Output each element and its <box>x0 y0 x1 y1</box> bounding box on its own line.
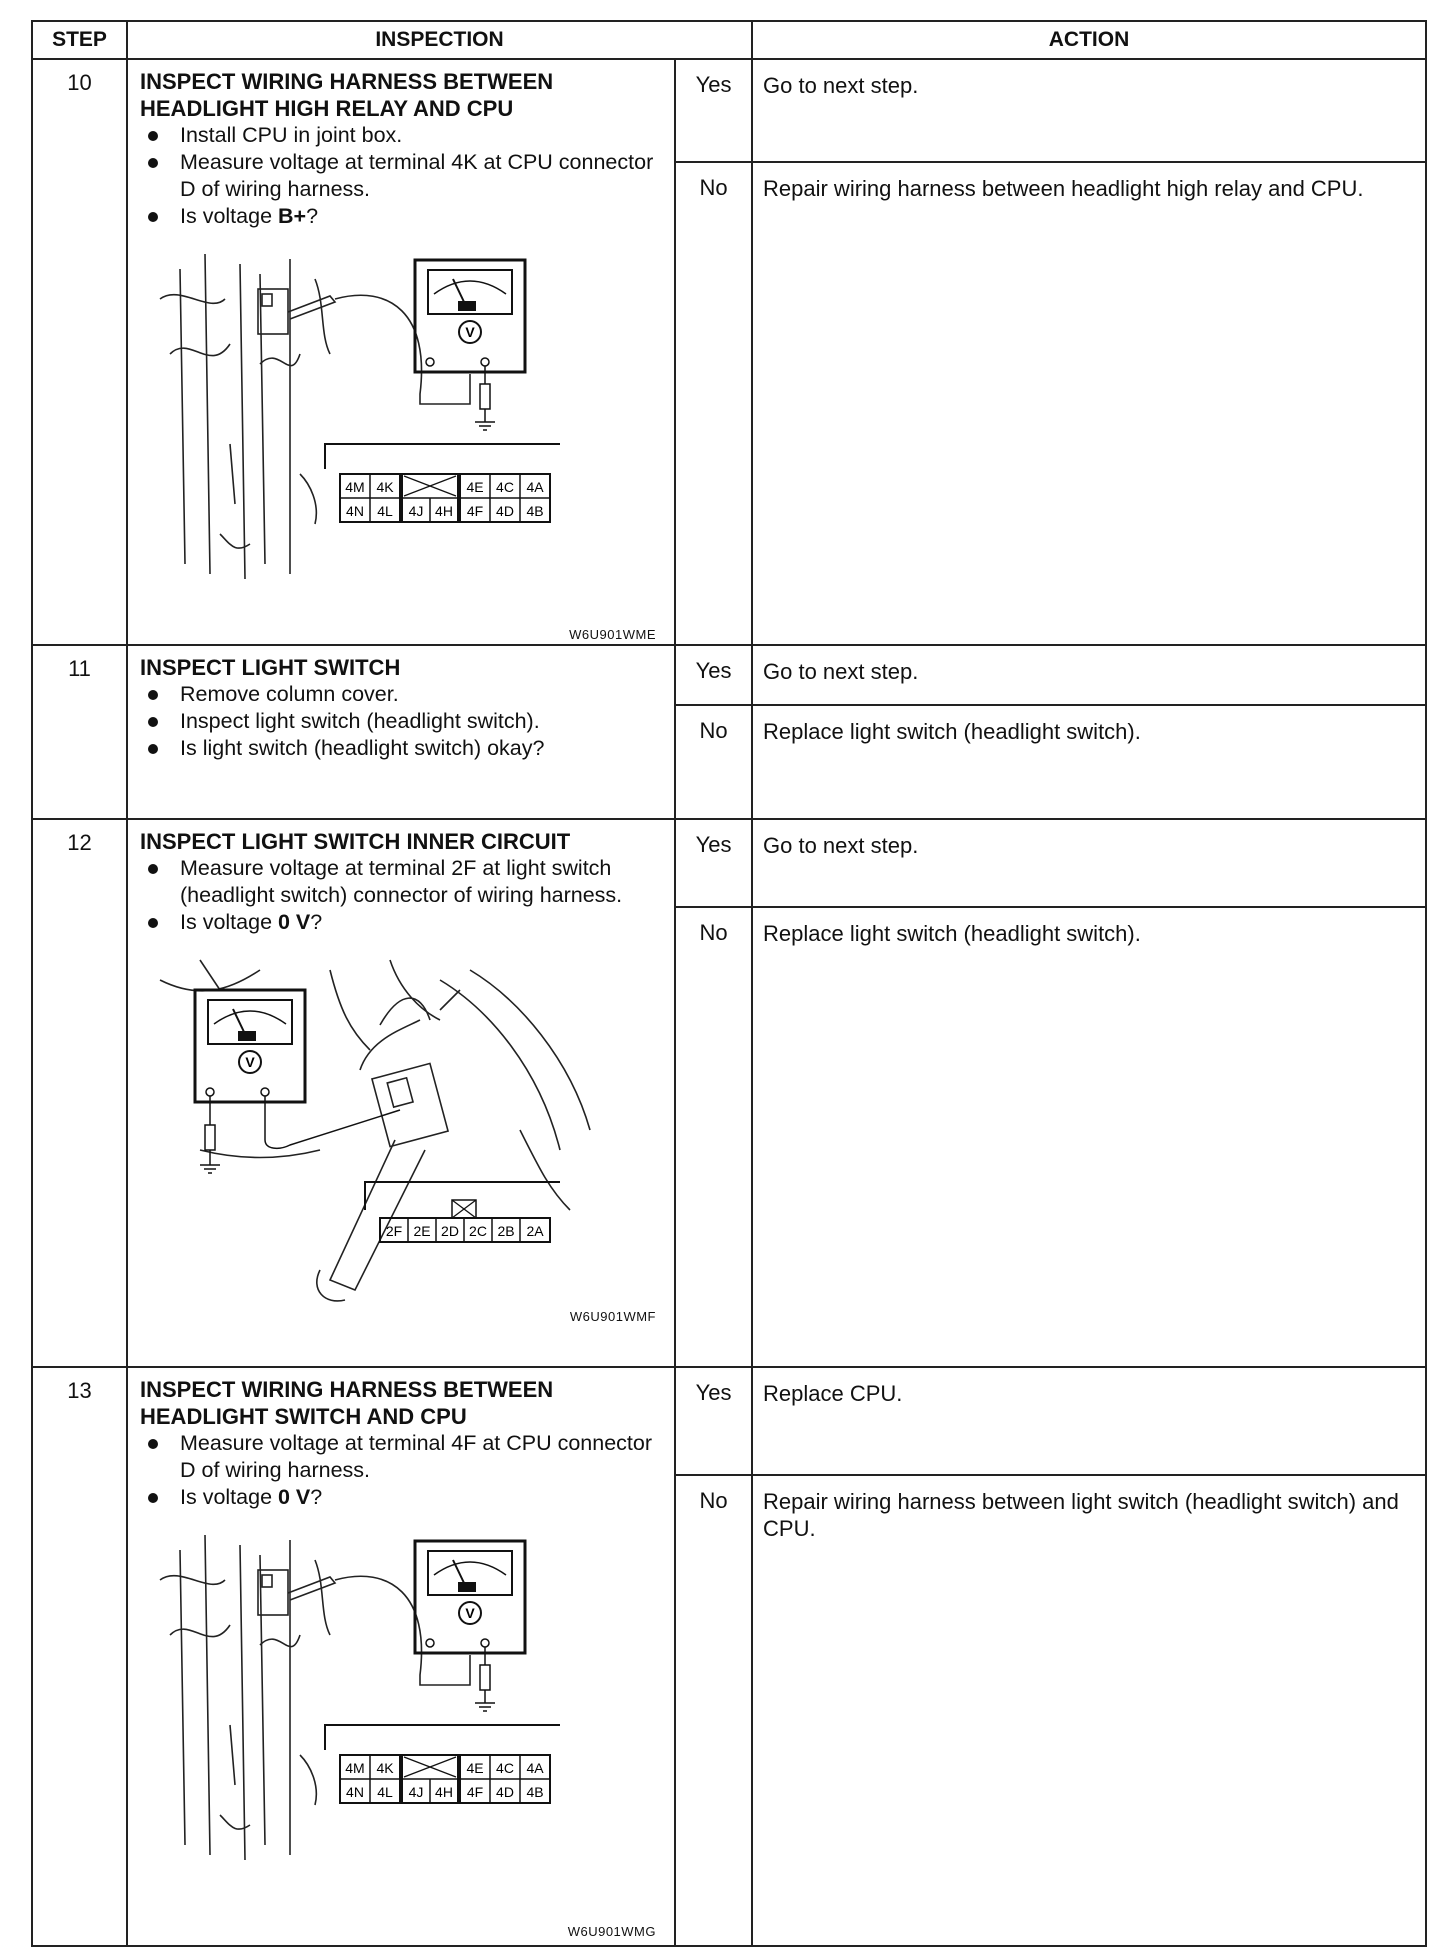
no-action: Replace light switch (headlight switch). <box>752 907 1426 1367</box>
step-bullets <box>140 855 664 936</box>
yes-action: Go to next step. <box>752 645 1426 705</box>
step-title: INSPECT WIRING HARNESS BETWEEN HEADLIGHT SWITCH AND CPU <box>140 1377 554 1429</box>
terminal-label: 4M <box>345 1760 365 1776</box>
figure-id: W6U901WME <box>569 627 656 642</box>
yes-label: Yes <box>675 1367 752 1475</box>
step-number: 13 <box>32 1367 127 1946</box>
meter-symbol: V <box>245 1054 255 1070</box>
no-label: No <box>675 705 752 819</box>
procedure-table <box>31 20 1427 1947</box>
switch-voltage-figure <box>140 950 664 1324</box>
no-label: No <box>675 162 752 645</box>
step-title: INSPECT LIGHT SWITCH INNER CIRCUIT <box>140 829 571 854</box>
terminal-label: 4F <box>466 1784 484 1800</box>
bullet-item: Remove column cover. <box>140 681 664 708</box>
step-number: 12 <box>32 819 127 1367</box>
header-action: ACTION <box>752 21 1426 59</box>
terminal-label: 4C <box>496 1760 514 1776</box>
header-step: STEP <box>32 21 127 59</box>
step-12-inspection <box>127 819 675 1367</box>
bullet-item: Is voltage 0 V? <box>140 909 664 936</box>
terminal-label: 4D <box>496 1784 514 1800</box>
step-title: INSPECT LIGHT SWITCH <box>140 655 401 680</box>
light-switch-illustration <box>140 950 660 1310</box>
terminal-label: 4E <box>466 479 484 495</box>
bullet-item: Is voltage 0 V? <box>140 1484 664 1511</box>
step-13-yes-row <box>32 1367 1426 1475</box>
terminal-label: 4H <box>435 503 453 519</box>
step-12-yes-row <box>32 819 1426 907</box>
yes-label: Yes <box>675 819 752 907</box>
step-number: 11 <box>32 645 127 819</box>
bullet-item: Inspect light switch (headlight switch). <box>140 708 664 735</box>
figure-id: W6U901WMG <box>567 1924 656 1939</box>
step-title: INSPECT WIRING HARNESS BETWEEN HEADLIGHT HIGH RELAY AND CPU <box>140 69 554 121</box>
bullet-item: Measure voltage at terminal 4K at CPU connector D of wiring harness. <box>140 149 664 203</box>
multimeter <box>195 990 400 1173</box>
terminal-label: 4E <box>466 1760 484 1776</box>
cpu-connector-d <box>325 1725 560 1803</box>
bullet-item: Measure voltage at terminal 2F at light switch (headlight switch) connector of wiring harness. <box>140 855 664 909</box>
header-row <box>32 21 1426 59</box>
step-bullets <box>140 1430 664 1511</box>
terminal-label: 4C <box>496 479 514 495</box>
terminal-label: 2B <box>497 1223 515 1239</box>
no-action: Repair wiring harness between light switch (headlight switch) and CPU. <box>752 1475 1426 1946</box>
bullet-item: Measure voltage at terminal 4F at CPU connector D of wiring harness. <box>140 1430 664 1484</box>
step-number: 10 <box>32 59 127 645</box>
terminal-label: 4J <box>408 1784 424 1800</box>
terminal-label: 2F <box>385 1223 403 1239</box>
no-label: No <box>675 907 752 1367</box>
step-bullets <box>140 122 664 230</box>
step-13-inspection <box>127 1367 675 1946</box>
terminal-label: 4B <box>526 1784 544 1800</box>
terminal-label: 4L <box>377 503 393 519</box>
cpu-voltage-figure <box>140 244 664 644</box>
cpu-voltage-figure <box>140 1525 664 1945</box>
bullet-item: Is light switch (headlight switch) okay? <box>140 735 664 762</box>
terminal-label: 4K <box>376 479 394 495</box>
yes-action: Go to next step. <box>752 819 1426 907</box>
terminal-label: 4B <box>526 503 544 519</box>
meter-symbol: V <box>465 324 475 340</box>
terminal-label: 4A <box>526 479 544 495</box>
cpu-harness-illustration <box>140 244 660 639</box>
yes-label: Yes <box>675 645 752 705</box>
terminal-label: 4D <box>496 503 514 519</box>
terminal-label: 4J <box>408 503 424 519</box>
terminal-label: 2E <box>413 1223 431 1239</box>
terminal-label: 2A <box>526 1223 544 1239</box>
terminal-label: 4M <box>345 479 365 495</box>
header-inspection: INSPECTION <box>127 21 752 59</box>
no-action: Replace light switch (headlight switch). <box>752 705 1426 819</box>
terminal-label: 2D <box>441 1223 459 1239</box>
figure-id: W6U901WMF <box>569 1309 656 1324</box>
terminal-label: 4H <box>435 1784 453 1800</box>
cpu-harness-illustration <box>140 1525 660 1920</box>
yes-action: Replace CPU. <box>752 1367 1426 1475</box>
terminal-label: 2C <box>469 1223 487 1239</box>
step-11-inspection <box>127 645 675 819</box>
meter-symbol: V <box>465 1605 475 1621</box>
terminal-label: 4N <box>346 1784 364 1800</box>
yes-label: Yes <box>675 59 752 162</box>
terminal-label: 4F <box>466 503 484 519</box>
step-11-yes-row <box>32 645 1426 705</box>
bullet-item: Install CPU in joint box. <box>140 122 664 149</box>
terminal-label: 4K <box>376 1760 394 1776</box>
cpu-connector-d <box>325 444 560 522</box>
step-bullets <box>140 681 664 762</box>
terminal-label: 4A <box>526 1760 544 1776</box>
terminal-label: 4N <box>346 503 364 519</box>
step-10-inspection <box>127 59 675 645</box>
bullet-item: Is voltage B+? <box>140 203 664 230</box>
no-action: Repair wiring harness between headlight high relay and CPU. <box>752 162 1426 645</box>
step-10-yes-row <box>32 59 1426 162</box>
yes-action: Go to next step. <box>752 59 1426 162</box>
no-label: No <box>675 1475 752 1946</box>
terminal-label: 4L <box>377 1784 393 1800</box>
